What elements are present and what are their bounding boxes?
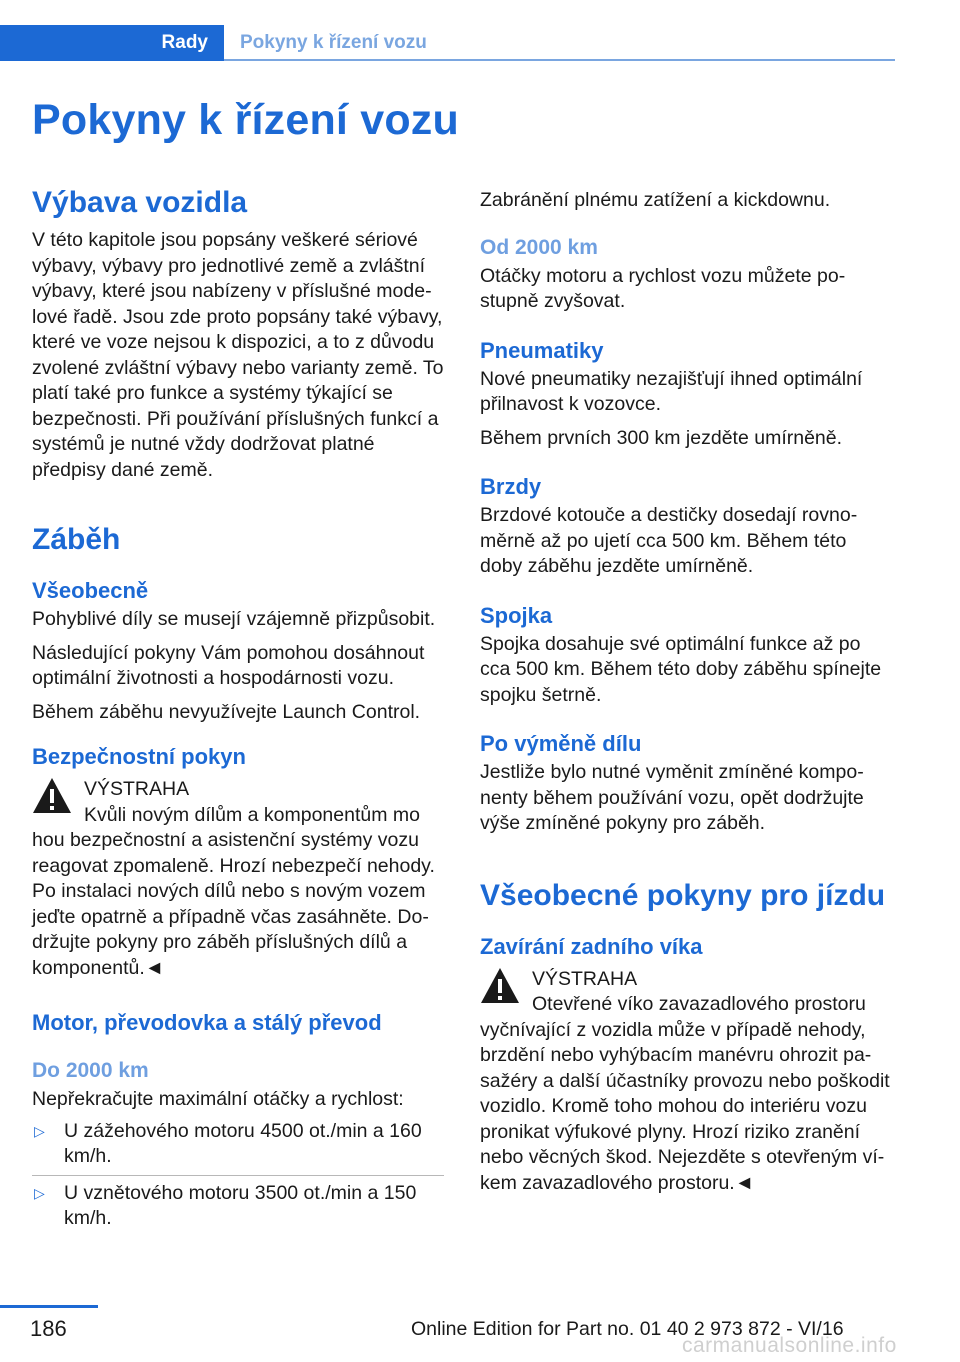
list-item-text: U vznětového motoru 3500 ot./min a 150 km/h. <box>64 1181 417 1229</box>
warning-block-right <box>480 967 892 1197</box>
triangle-bullet-icon: ▷ <box>34 1122 45 1139</box>
heading-zadni-viko: Zavírání zadního víka <box>480 933 703 959</box>
footer-edition: Online Edition for Part no. 01 40 2 973 872 - VI/16 <box>411 1318 844 1340</box>
list-item-text: U zážehového motoru 4500 ot./min a 160 km/h. <box>64 1119 422 1167</box>
paragraph-pneumatiky-1: Nové pneumatiky nezajišťují ihned optimální přilnavost k vozovce. <box>480 367 863 415</box>
heading-bezpecnost: Bezpečnostní pokyn <box>32 744 246 769</box>
page-number: 186 <box>30 1316 67 1341</box>
warning-text-right: vyčnívající z vozidla může v případě nehody, brzdění nebo vyhýbacím manévru ohrozit pasažéry a další účastníky provozu nebo poškodit vozidlo. Kromě toho mohou do interiéru vozu pronikat výfukové plyny. Hrozí riziko zranění nebo věcných škod. Nejezděte s otevřeným víkem zavazadlového prostoru.◄ <box>480 1018 890 1194</box>
triangle-bullet-icon: ▷ <box>34 1184 45 1201</box>
list-divider <box>32 1175 444 1176</box>
list-item <box>32 1119 444 1170</box>
warning-text-lead-left: Kvůli novým dílům a komponentům mo <box>84 803 420 826</box>
paragraph-vybava: V této kapitole jsou popsány veškeré sériové výbavy, výbavy pro jednotlivé země a zvláštní výbavy, které jsou nabízeny v příslušné modelové řadě. Jsou zde proto popsány také výbavy, které ve voze nejsou k dispozici, a to z důvodu zvolené zvláštní výbavy nebo varianty země. To platí také pro funkce a systémy týkající se bezpečnosti. Při používání příslušných funkcí a systémů je nutné vždy dodržovat platné předpisy dané země. <box>32 229 444 481</box>
paragraph-vseobecne-3: Během záběhu nevyužívejte Launch Control. <box>32 700 421 723</box>
page-title: Pokyny k řízení vozu <box>32 96 459 144</box>
paragraph-vseobecne-1: Pohyblivé díly se musejí vzájemně přizpůsobit. <box>32 608 436 630</box>
header-underline <box>224 59 895 61</box>
warning-triangle-icon <box>480 967 520 1005</box>
heading-zabeh: Záběh <box>32 523 121 556</box>
footer-accent-line <box>0 1305 98 1308</box>
left-column <box>32 180 444 1232</box>
list-item <box>32 1181 444 1232</box>
header-tab-bar <box>0 25 895 61</box>
warning-label-right: VÝSTRAHA <box>532 967 638 990</box>
warning-block-left <box>32 777 444 981</box>
paragraph-do-2000: Nepřekračujte maximální otáčky a rychlost: <box>32 1088 404 1110</box>
heading-spojka: Spojka <box>480 602 553 628</box>
paragraph-vseobecne-2: Následující pokyny Vám pomohou dosáhnout optimální životnosti a hospodárnosti vozu. <box>32 641 425 689</box>
paragraph-zabraneni: Zabránění plnému zatížení a kickdownu. <box>480 189 831 211</box>
warning-triangle-icon <box>32 777 72 815</box>
right-column <box>480 180 892 1196</box>
heading-vseobecne: Všeobecně <box>32 578 149 603</box>
paragraph-vymena: Jestliže bylo nutné vyměnit zmíněné komponenty během používání vozu, opět dodržujte výše zmíněné pokyny pro záběh. <box>480 761 864 834</box>
heading-od-2000: Od 2000 km <box>480 235 598 259</box>
paragraph-brzdy: Brzdové kotouče a destičky dosedají rovnoměrně až po ujetí cca 500 km. Během této doby záběhu jezděte umírněně. <box>480 504 858 577</box>
heading-vymena: Po výměně dílu <box>480 731 642 756</box>
paragraph-od-2000: Otáčky motoru a rychlost vozu můžete postupně zvyšovat. <box>480 264 846 312</box>
warning-label-left: VÝSTRAHA <box>84 778 190 800</box>
paragraph-spojka: Spojka dosahuje své optimální funkce až po cca 500 km. Během této doby záběhu spínejte spojku šetrně. <box>480 632 882 706</box>
warning-text-lead-right: Otevřené víko zavazadlového prostoru <box>532 993 866 1015</box>
paragraph-pneumatiky-2: Během prvních 300 km jezděte umírněně. <box>480 426 843 449</box>
heading-do-2000: Do 2000 km <box>32 1059 149 1082</box>
heading-vybava: Výbava vozidla <box>32 186 248 219</box>
warning-text-left: hou bezpečnostní a asistenční systémy vozu reagovat zpomaleně. Hrozí nebezpečí nehody. Po instalaci nových dílů nebo s novým vozem jeďte opatrně a případně včas zasáhněte. Dodržujte pokyny pro záběh příslušných dílů a komponentů.◄ <box>32 829 435 979</box>
tab-section[interactable]: Pokyny k řízení vozu <box>240 32 427 53</box>
tab-rady[interactable]: Rady <box>161 32 208 53</box>
heading-pneumatiky: Pneumatiky <box>480 337 604 363</box>
watermark: carmanualsonline.info <box>682 1334 897 1357</box>
heading-brzdy: Brzdy <box>480 474 542 499</box>
heading-motor: Motor, převodovka a stálý převod <box>32 1010 382 1035</box>
heading-vseobecne-pokyny: Všeobecné pokyny pro jízdu <box>480 878 886 912</box>
